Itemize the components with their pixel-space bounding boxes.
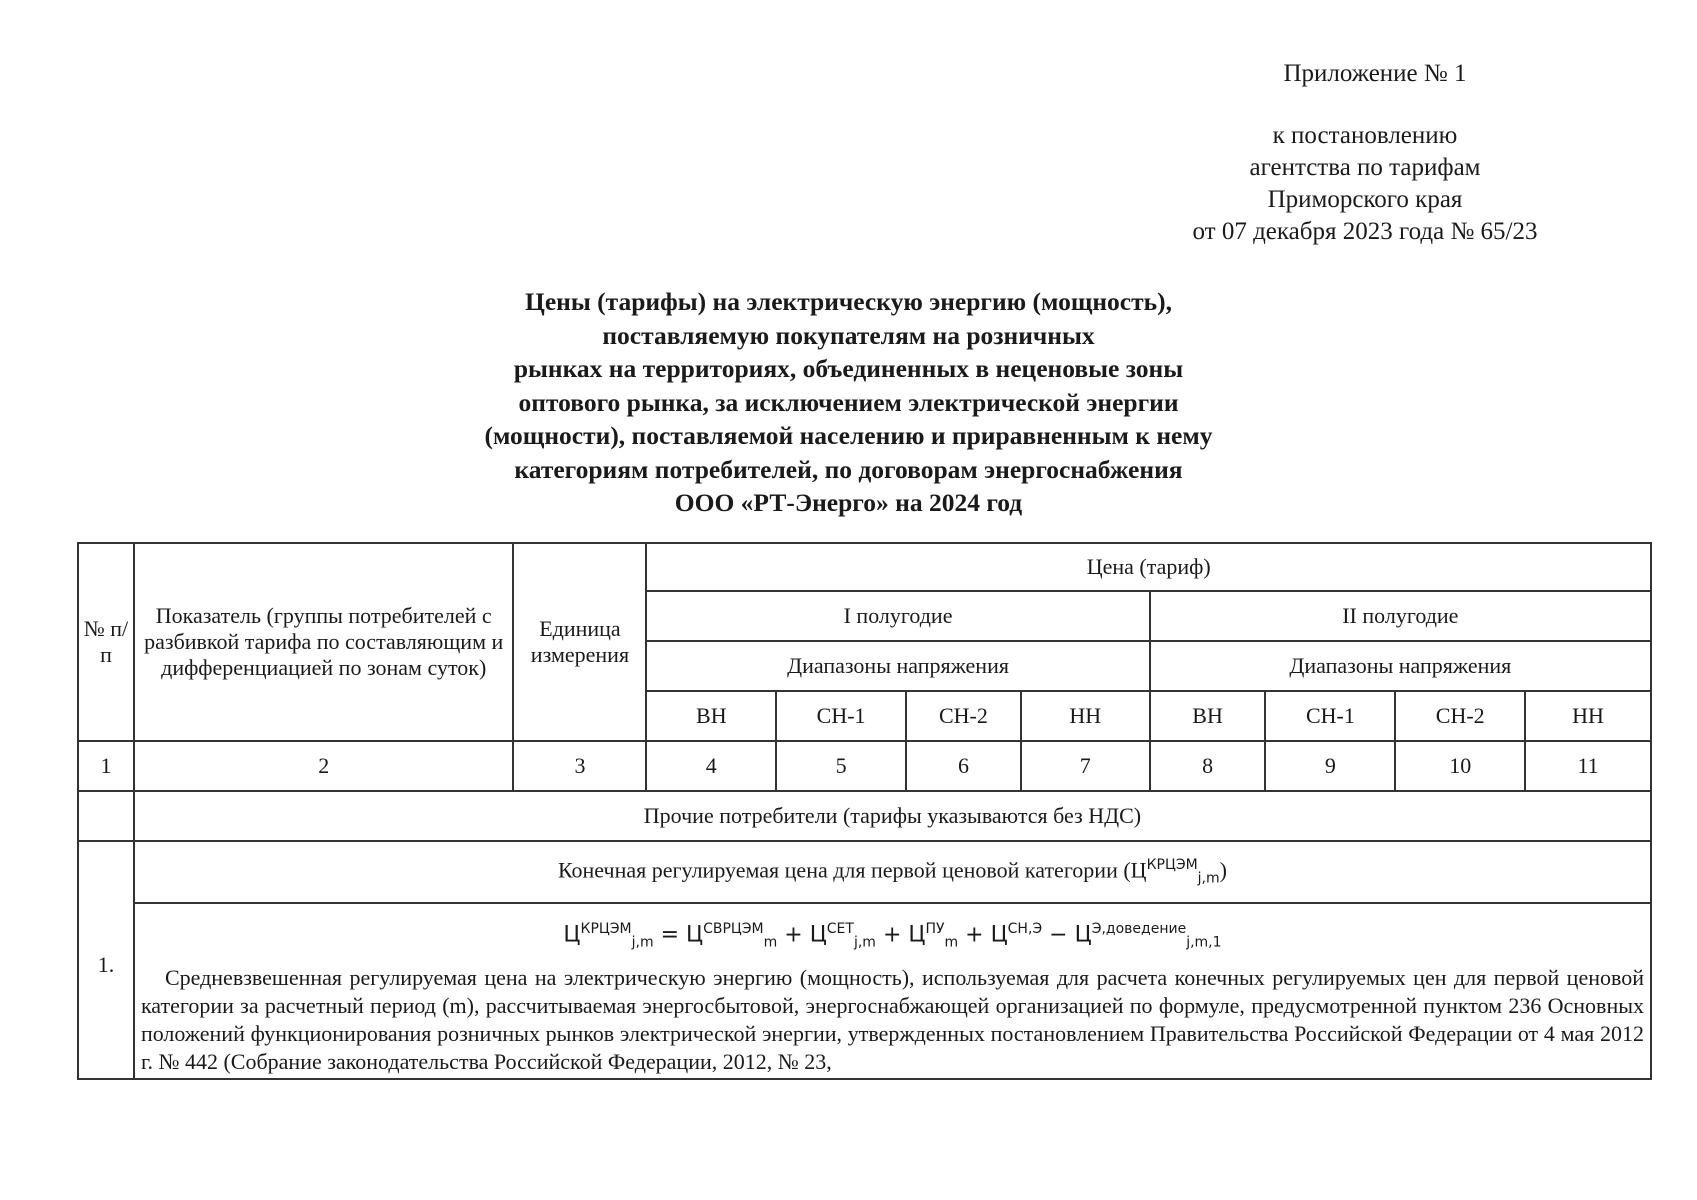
row-detail — [134, 903, 1651, 1079]
voltage-level: НН — [1525, 691, 1651, 741]
voltage-level: ВН — [646, 691, 776, 741]
row-label — [134, 841, 1651, 903]
title-line: категориям потребителей, по договорам энергоснабжения — [514, 454, 1183, 484]
appendix-title: Приложение № 1 — [1283, 60, 1467, 87]
voltage-level: СН-2 — [906, 691, 1021, 741]
formula: $Ц^{КРЦЭМ}_{j,m} = Ц^{СВРЦЭМ}_m + Ц^{СЕТ}_{j,m} + Ц^{ПУ}_m + Ц^{СН,Э} - Ц^{Э,доведение}_{j,m,1}$ — [563, 921, 1222, 951]
col-header-number: № п/п — [78, 543, 134, 741]
voltage-level: ВН — [1150, 691, 1266, 741]
column-number: 7 — [1021, 741, 1150, 791]
description-paragraph: Средневзвешенная регулируемая цена на электрическую энергию (мощность), используемая для расчета конечных регулируемых цен для первой ценовой категории за расчетный период (m), рассчитываемая энергосбытовой, энергоснабжающей организацией по формуле, предусмотренной пунктом 236 Основных положений функционирования розничных рынков электрической энергии, утвержденных постановлением Правительства Российской Федерации от 4 мая 2012 г. № 442 (Собрание законодательства Российской Федерации, 2012, № 23, — [140, 964, 1644, 1074]
column-number: 8 — [1150, 741, 1266, 791]
col-header-half2: II полугодие — [1150, 591, 1651, 641]
row-label-subscript: j,m — [1197, 870, 1220, 887]
column-number: 11 — [1525, 741, 1651, 791]
tariffs-table — [77, 542, 1652, 1080]
row-number: 1. — [78, 841, 134, 1079]
resolution-line: к постановлению — [1272, 122, 1458, 149]
column-number: 4 — [646, 741, 776, 791]
column-number: 2 — [134, 741, 514, 791]
title-line: ООО «РТ-Энерго» на 2024 год — [674, 488, 1023, 517]
resolution-line: от 07 декабря 2023 года № 65/23 — [1192, 218, 1538, 245]
section-label: Прочие потребители (тарифы указываются без НДС) — [134, 791, 1651, 841]
column-number: 3 — [513, 741, 646, 791]
voltage-level: НН — [1021, 691, 1150, 741]
document-title — [0, 285, 1697, 520]
voltage-ranges-half1: Диапазоны напряжения — [646, 641, 1149, 691]
voltage-level: СН-2 — [1395, 691, 1525, 741]
col-header-unit: Единица измерения — [513, 543, 646, 741]
col-header-price: Цена (тариф) — [646, 543, 1651, 591]
title-line: (мощности), поставляемой населению и приравненным к нему — [484, 421, 1213, 450]
title-line: поставляемую покупателям на розничных — [602, 320, 1095, 350]
row-label-superscript: КРЦЭМ — [1146, 857, 1198, 874]
voltage-level: СН-1 — [1265, 691, 1395, 741]
column-number: 9 — [1265, 741, 1395, 791]
col-header-half1: I полугодие — [646, 591, 1149, 641]
title-line: рынках на территориях, объединенных в неценовые зоны — [513, 354, 1184, 383]
section-number-cell — [78, 791, 134, 841]
resolution-line: Приморского края — [1267, 186, 1463, 213]
title-line: оптового рынка, за исключением электрической энергии — [518, 387, 1179, 417]
voltage-ranges-half2: Диапазоны напряжения — [1150, 641, 1651, 691]
row-label-close: ) — [1219, 857, 1227, 883]
title-line: Цены (тарифы) на электрическую энергию (мощность), — [525, 287, 1172, 316]
resolution-line: агентства по тарифам — [1249, 154, 1481, 181]
resolution-reference — [1155, 120, 1575, 248]
col-header-indicator: Показатель (группы потребителей с разбивкой тарифа по составляющим и дифференциацией по зонам суток) — [134, 543, 514, 741]
column-number: 1 — [78, 741, 134, 791]
column-number: 10 — [1395, 741, 1525, 791]
row-label-text: Конечная регулируемая цена для первой ценовой категории (Ц — [557, 857, 1147, 883]
column-number: 6 — [906, 741, 1021, 791]
voltage-level: СН-1 — [776, 691, 906, 741]
column-number: 5 — [776, 741, 906, 791]
